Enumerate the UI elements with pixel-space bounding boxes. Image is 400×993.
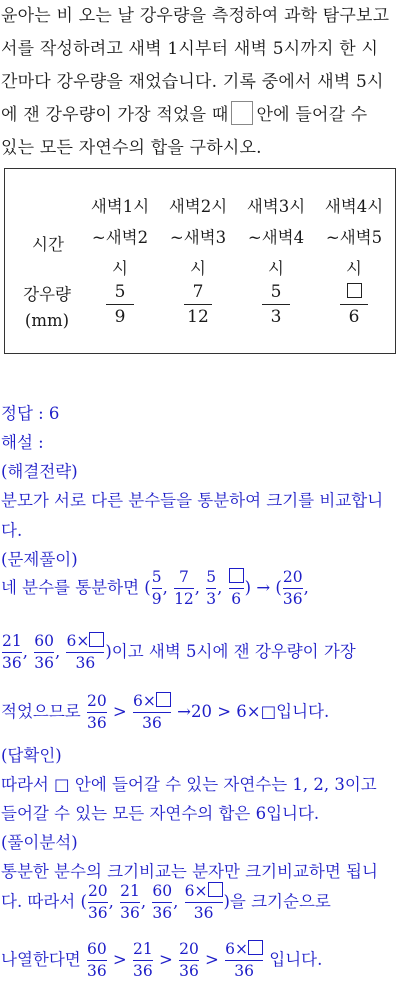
column-header: 새벽3시 — [246, 197, 306, 216]
column-header: 시 — [346, 259, 362, 278]
rain-fraction — [178, 281, 218, 328]
check-text: 들어갈 수 있는 모든 자연수의 합은 6입니다. — [1, 804, 320, 823]
rain-fraction — [334, 281, 374, 328]
analysis-text: 입니다. — [269, 950, 323, 969]
denominator: 3 — [270, 307, 282, 327]
check-text: 따라서 □ 안에 들어갈 수 있는 자연수는 1, 2, 3이고 — [1, 775, 377, 794]
question-line: 있는 모든 자연수의 합을 구하시오. — [1, 138, 262, 158]
column-header: ~새벽4 — [247, 228, 305, 247]
analysis-text: 나열한다면 — [1, 950, 81, 969]
strategy-text: 분모가 서로 다른 분수들을 통분하여 크기를 비교합니 — [1, 491, 384, 510]
numerator — [334, 281, 374, 303]
solve-text: 네 분수를 통분하면 ( — [1, 578, 151, 597]
question-line: 윤아는 비 오는 날 강우량을 측정하여 과학 탐구보고 — [1, 6, 390, 26]
numerator: 5 — [114, 282, 126, 302]
column-header: ~새벽3 — [169, 228, 227, 247]
numerator: 5 — [270, 282, 282, 302]
answer-line: 정답 : 6 — [1, 404, 60, 423]
question-text: 안에 들어갈 수 — [256, 105, 368, 125]
rainfall-table — [4, 168, 396, 354]
column-header: 새벽4시 — [324, 197, 384, 216]
solve-text: )이고 새벽 5시에 잰 강우량이 가장 — [105, 642, 356, 661]
numerator: 7 — [192, 282, 204, 302]
analysis-title: (풀이분석) — [1, 833, 78, 852]
check-title: (답확인) — [1, 746, 62, 765]
denominator: 6 — [348, 307, 360, 327]
unit-label: (mm) — [24, 311, 70, 330]
strategy-title: (해결전략) — [1, 462, 78, 481]
column-header: 새벽2시 — [168, 197, 228, 216]
question-line — [1, 100, 367, 125]
column-header: ~새벽5 — [325, 228, 383, 247]
solve-text: →20 > 6×□입니다. — [177, 702, 330, 721]
column-header: 시 — [190, 259, 206, 278]
solve-line: 적었으므로 $\frac{20}{36}$ > $\frac{6\times}{36}$ →20 > 6×□입니다. — [1, 692, 330, 732]
strategy-text: 다. — [1, 521, 23, 540]
rain-fraction — [256, 281, 296, 328]
solve-line: 네 분수를 통분하면 ( $\frac{5}{9}$ , $\frac{7}{12}$ , $\frac{5}{3}$ , 6 ) → ( $\frac{20}{36}$ , — [1, 568, 309, 608]
explain-title: 해설 : — [1, 433, 44, 452]
column-header: 시 — [112, 259, 128, 278]
rain-fraction — [100, 281, 140, 328]
denominator: 9 — [114, 307, 126, 327]
analysis-text: 통분한 분수의 크기비교는 분자만 크기비교하면 됩니 — [1, 862, 378, 881]
rain-label: 강우량 — [23, 285, 71, 304]
solve-text: 적었으므로 — [1, 702, 81, 721]
column-header: ~새벽2 — [91, 228, 149, 247]
analysis-text: 다. 따라서 ( — [1, 892, 87, 911]
solve-text: ) → ( — [244, 578, 282, 597]
column-header: 시 — [268, 259, 284, 278]
denominator: 12 — [187, 307, 209, 327]
analysis-line: 다. 따라서 ( $\frac{20}{36}$ , $\frac{21}{36}$ , $\frac{60}{36}$ , $\frac{6\times}{36}$ )을 크기순으로 — [1, 882, 331, 922]
analysis-text: )을 크기순으로 — [223, 892, 331, 911]
solve-title: (문제풀이) — [1, 550, 78, 569]
analysis-line: 나열한다면 $\frac{60}{36}$ > $\frac{21}{36}$ > $\frac{20}{36}$ > $\frac{6\times}{36}$ 입니다. — [1, 940, 323, 980]
time-label: 시간 — [32, 235, 64, 254]
question-line: 서를 작성하려고 새벽 1시부터 새벽 5시까지 한 시 — [1, 39, 379, 59]
question-text: 에 잰 강우량이 가장 적었을 때 — [1, 105, 229, 125]
question-line: 간마다 강우량을 재었습니다. 기록 중에서 새벽 5시 — [1, 72, 384, 92]
column-header: 새벽1시 — [90, 197, 150, 216]
solve-line: $\frac{21}{36}$ , $\frac{60}{36}$ , $\frac{6\times}{36}$ )이고 새벽 5시에 잰 강우량이 가장 — [2, 632, 356, 672]
answer-blank-box — [231, 101, 253, 125]
